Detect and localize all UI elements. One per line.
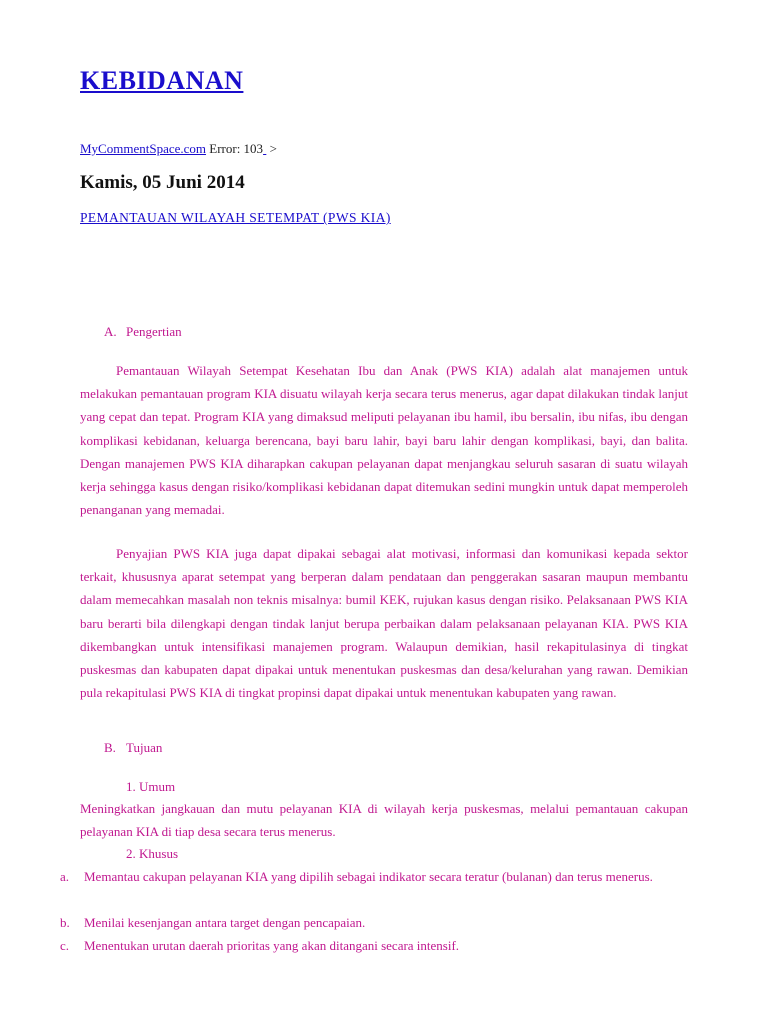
error-suffix: > bbox=[266, 141, 277, 156]
section-b-marker: B. bbox=[104, 740, 116, 755]
tujuan-khusus-label: 2. Khusus bbox=[126, 846, 179, 861]
khusus-item-b-marker: b. bbox=[60, 915, 70, 930]
khusus-item-a-marker: a. bbox=[60, 869, 70, 884]
khusus-item-c bbox=[60, 934, 688, 957]
mycommentspace-link[interactable]: MyCommentSpace.com bbox=[80, 141, 207, 156]
section-b-heading bbox=[104, 740, 162, 756]
comment-meta-line bbox=[80, 141, 277, 157]
error-text: Error: 103 bbox=[206, 141, 264, 156]
khusus-item-b-text: Menilai kesenjangan antara target dengan pencapaian. bbox=[84, 915, 366, 930]
blog-title-link[interactable]: KEBIDANAN bbox=[80, 66, 244, 95]
tujuan-umum-text: Meningkatkan jangkauan dan mutu pelayanan KIA di wilayah kerja puskesmas, melalui pemantauan cakupan pelayanan KIA di tiap desa secara terus menerus. bbox=[80, 801, 688, 840]
pengertian-paragraph-1: Pemantauan Wilayah Setempat Kesehatan Ibu dan Anak (PWS KIA) adalah alat manajemen untuk melakukan pemantauan program KIA disuatu wilayah kerja secara terus menerus, agar dapat dilakukan tindak lanjut yang cepat dan tepat. Program KIA yang dimaksud meliputi pelayanan ibu hamil, ibu bersalin, ibu nifas, ibu dengan komplikasi kebidanan, keluarga berencana, bayi baru lahir, bayi baru lahir dengan komplikasi, bayi, dan balita. Dengan manajemen PWS KIA diharapkan cakupan pelayanan dapat menjangkau seluruh sasaran di suatu wilayah kerja sehingga kasus dengan risiko/komplikasi kebidanan dapat ditemukan sedini mungkin untuk dapat memperoleh penanganan yang memadai. bbox=[80, 363, 688, 518]
post-date: Kamis, 05 Juni 2014 bbox=[80, 172, 245, 193]
section-a-label: Pengertian bbox=[126, 324, 182, 339]
khusus-item-c-marker: c. bbox=[60, 938, 70, 953]
post-title-link[interactable]: PEMANTAUAN WILAYAH SETEMPAT (PWS KIA) bbox=[80, 210, 391, 225]
khusus-item-b bbox=[60, 911, 688, 934]
section-b-label: Tujuan bbox=[126, 740, 163, 755]
khusus-item-a-text: Memantau cakupan pelayanan KIA yang dipilih sebagai indikator secara teratur (bulanan) dan terus menerus. bbox=[84, 869, 653, 884]
tujuan-umum-label: 1. Umum bbox=[126, 779, 176, 794]
section-a-heading bbox=[104, 324, 182, 340]
section-a-marker: A. bbox=[104, 324, 117, 339]
khusus-item-a bbox=[60, 865, 688, 888]
khusus-item-c-text: Menentukan urutan daerah prioritas yang akan ditangani secara intensif. bbox=[84, 938, 460, 953]
pengertian-paragraph-2: Penyajian PWS KIA juga dapat dipakai sebagai alat motivasi, informasi dan komunikasi kepada sektor terkait, khususnya aparat setempat yang berperan dalam pendataan dan penggerakan sasaran maupun membantu dalam memecahkan masalah non teknis misalnya: bumil KEK, rujukan kasus dengan risiko. Pelaksanaan PWS KIA baru berarti bila dilengkapi dengan tindak lanjut berupa perbaikan dalam pelaksanaan pelayanan KIA. PWS KIA dikembangkan untuk intensifikasi manajemen program. Walaupun demikian, hasil rekapitulasinya di tingkat puskesmas dan kabupaten dapat dipakai untuk menentukan puskesmas dan desa/kelurahan yang rawan. Demikian pula rekapitulasi PWS KIA di tingkat propinsi dapat dipakai untuk menentukan kabupaten yang rawan. bbox=[80, 546, 688, 701]
